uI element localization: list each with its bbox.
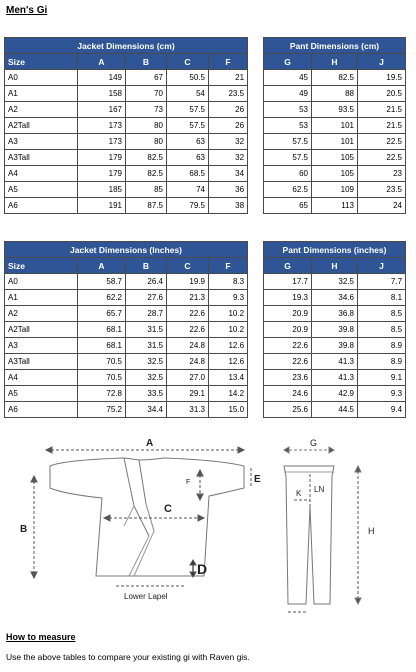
value-cell: 10.2 — [209, 322, 248, 338]
column-header-c: C — [167, 54, 209, 70]
column-header-j: J — [358, 54, 406, 70]
value-cell: 149 — [78, 70, 126, 86]
how-to-text: Use the above tables to compare your existing gi with Raven gis. — [6, 652, 250, 662]
value-cell: 21 — [209, 70, 248, 86]
value-cell: 74 — [167, 182, 209, 198]
value-cell: 27.0 — [167, 370, 209, 386]
size-cell: A2Tall — [5, 322, 78, 338]
value-cell: 42.9 — [312, 386, 358, 402]
value-cell: 109 — [312, 182, 358, 198]
column-header-a: A — [78, 258, 126, 274]
value-cell: 75.2 — [78, 402, 126, 418]
size-column-header: Size — [5, 258, 78, 274]
value-cell: 173 — [78, 134, 126, 150]
table-row — [264, 338, 406, 354]
value-cell: 24.8 — [167, 354, 209, 370]
jacket-in-table — [4, 241, 248, 418]
jacket-cm-title: Jacket Dimensions (cm) — [5, 38, 248, 54]
diagram-label-c: C — [164, 503, 172, 515]
value-cell: 8.1 — [358, 290, 406, 306]
value-cell: 22.6 — [167, 322, 209, 338]
value-cell: 28.7 — [126, 306, 167, 322]
size-cell: A3Tall — [5, 354, 78, 370]
table-row — [5, 150, 248, 166]
value-cell: 41.3 — [312, 370, 358, 386]
diagram-label-f: F — [186, 479, 191, 486]
value-cell: 21.3 — [167, 290, 209, 306]
table-row — [264, 86, 406, 102]
column-header-g: G — [264, 258, 312, 274]
value-cell: 8.9 — [358, 338, 406, 354]
value-cell: 34.6 — [312, 290, 358, 306]
value-cell: 19.5 — [358, 70, 406, 86]
value-cell: 32.5 — [126, 354, 167, 370]
value-cell: 31.5 — [126, 322, 167, 338]
value-cell: 93.5 — [312, 102, 358, 118]
value-cell: 24.8 — [167, 338, 209, 354]
column-header-f: F — [209, 54, 248, 70]
value-cell: 60 — [264, 166, 312, 182]
table-row — [5, 370, 248, 386]
diagram-label-ln: LN — [314, 485, 325, 494]
value-cell: 23 — [358, 166, 406, 182]
table-row — [264, 102, 406, 118]
value-cell: 20.5 — [358, 86, 406, 102]
value-cell: 72.8 — [78, 386, 126, 402]
size-cell: A2 — [5, 102, 78, 118]
value-cell: 57.5 — [167, 102, 209, 118]
value-cell: 8.5 — [358, 322, 406, 338]
value-cell: 57.5 — [167, 118, 209, 134]
size-cell: A6 — [5, 402, 78, 418]
value-cell: 22.5 — [358, 150, 406, 166]
table-row — [5, 402, 248, 418]
value-cell: 50.5 — [167, 70, 209, 86]
value-cell: 82.5 — [312, 70, 358, 86]
size-cell: A1 — [5, 86, 78, 102]
pant-cm-title: Pant Dimensions (cm) — [264, 38, 406, 54]
table-row — [5, 322, 248, 338]
table-row — [5, 338, 248, 354]
value-cell: 22.6 — [264, 354, 312, 370]
value-cell: 67 — [126, 70, 167, 86]
diagram-label-lower-lapel: Lower Lapel — [124, 592, 168, 601]
table-row — [264, 354, 406, 370]
value-cell: 80 — [126, 118, 167, 134]
size-cell: A0 — [5, 274, 78, 290]
value-cell: 23.5 — [358, 182, 406, 198]
table-row — [264, 70, 406, 86]
table-row — [264, 370, 406, 386]
value-cell: 85 — [126, 182, 167, 198]
value-cell: 8.5 — [358, 306, 406, 322]
value-cell: 49 — [264, 86, 312, 102]
column-header-h: H — [312, 258, 358, 274]
value-cell: 82.5 — [126, 150, 167, 166]
value-cell: 26.4 — [126, 274, 167, 290]
value-cell: 105 — [312, 150, 358, 166]
column-header-c: C — [167, 258, 209, 274]
value-cell: 179 — [78, 150, 126, 166]
value-cell: 39.8 — [312, 338, 358, 354]
column-header-b: B — [126, 258, 167, 274]
diagram-label-a: A — [146, 438, 154, 449]
value-cell: 70.5 — [78, 354, 126, 370]
table-row — [5, 166, 248, 182]
value-cell: 33.5 — [126, 386, 167, 402]
value-cell: 9.3 — [358, 386, 406, 402]
value-cell: 113 — [312, 198, 358, 214]
value-cell: 32 — [209, 150, 248, 166]
value-cell: 57.5 — [264, 150, 312, 166]
value-cell: 14.2 — [209, 386, 248, 402]
value-cell: 53 — [264, 102, 312, 118]
value-cell: 105 — [312, 166, 358, 182]
value-cell: 101 — [312, 134, 358, 150]
table-row — [5, 386, 248, 402]
pants-diagram — [272, 436, 402, 626]
value-cell: 179 — [78, 166, 126, 182]
value-cell: 8.3 — [209, 274, 248, 290]
value-cell: 38 — [209, 198, 248, 214]
table-row — [5, 354, 248, 370]
value-cell: 23.5 — [209, 86, 248, 102]
value-cell: 12.6 — [209, 338, 248, 354]
column-header-f: F — [209, 258, 248, 274]
size-cell: A4 — [5, 370, 78, 386]
value-cell: 57.5 — [264, 134, 312, 150]
value-cell: 9.4 — [358, 402, 406, 418]
size-cell: A1 — [5, 290, 78, 306]
value-cell: 13.4 — [209, 370, 248, 386]
value-cell: 173 — [78, 118, 126, 134]
value-cell: 65.7 — [78, 306, 126, 322]
value-cell: 88 — [312, 86, 358, 102]
value-cell: 53 — [264, 118, 312, 134]
value-cell: 19.9 — [167, 274, 209, 290]
diagram-label-d: D — [197, 561, 208, 577]
table-row — [264, 290, 406, 306]
value-cell: 22.6 — [264, 338, 312, 354]
value-cell: 21.5 — [358, 102, 406, 118]
value-cell: 32.5 — [126, 370, 167, 386]
diagram-label-k: K — [296, 489, 302, 498]
table-row — [264, 134, 406, 150]
diagram-label-g: G — [310, 438, 318, 448]
value-cell: 68.1 — [78, 338, 126, 354]
table-row — [5, 134, 248, 150]
table-row — [264, 182, 406, 198]
size-cell: A3Tall — [5, 150, 78, 166]
value-cell: 22.5 — [358, 134, 406, 150]
value-cell: 70.5 — [78, 370, 126, 386]
value-cell: 167 — [78, 102, 126, 118]
size-cell: A3 — [5, 338, 78, 354]
jacket-in-title: Jacket Dimensions (Inches) — [5, 242, 248, 258]
value-cell: 8.9 — [358, 354, 406, 370]
size-cell: A4 — [5, 166, 78, 182]
column-header-j: J — [358, 258, 406, 274]
table-row — [264, 198, 406, 214]
size-cell: A0 — [5, 70, 78, 86]
value-cell: 9.3 — [209, 290, 248, 306]
value-cell: 32.5 — [312, 274, 358, 290]
size-cell: A6 — [5, 198, 78, 214]
diagram-label-e: E — [254, 474, 261, 485]
value-cell: 26 — [209, 118, 248, 134]
value-cell: 65 — [264, 198, 312, 214]
column-header-g: G — [264, 54, 312, 70]
value-cell: 22.6 — [167, 306, 209, 322]
value-cell: 27.6 — [126, 290, 167, 306]
value-cell: 63 — [167, 150, 209, 166]
value-cell: 41.3 — [312, 354, 358, 370]
diagram-label-h: H — [368, 526, 375, 536]
pant-in-table — [263, 241, 406, 418]
value-cell: 32 — [209, 134, 248, 150]
table-row — [264, 274, 406, 290]
how-to-heading: How to measure — [6, 632, 76, 642]
table-row — [5, 118, 248, 134]
pant-in-title: Pant Dimensions (inches) — [264, 242, 406, 258]
table-row — [264, 118, 406, 134]
table-row — [5, 306, 248, 322]
table-row — [264, 322, 406, 338]
size-cell: A2 — [5, 306, 78, 322]
size-cell: A2Tall — [5, 118, 78, 134]
value-cell: 101 — [312, 118, 358, 134]
value-cell: 7.7 — [358, 274, 406, 290]
value-cell: 17.7 — [264, 274, 312, 290]
value-cell: 70 — [126, 86, 167, 102]
value-cell: 24.6 — [264, 386, 312, 402]
value-cell: 45 — [264, 70, 312, 86]
table-row — [264, 150, 406, 166]
value-cell: 68.5 — [167, 166, 209, 182]
value-cell: 80 — [126, 134, 167, 150]
value-cell: 44.5 — [312, 402, 358, 418]
value-cell: 58.7 — [78, 274, 126, 290]
table-row — [5, 198, 248, 214]
table-row — [5, 102, 248, 118]
value-cell: 158 — [78, 86, 126, 102]
value-cell: 185 — [78, 182, 126, 198]
jacket-diagram — [4, 436, 264, 626]
table-row — [5, 274, 248, 290]
pant-cm-table — [263, 37, 406, 214]
value-cell: 24 — [358, 198, 406, 214]
value-cell: 62.5 — [264, 182, 312, 198]
column-header-h: H — [312, 54, 358, 70]
value-cell: 20.9 — [264, 322, 312, 338]
table-row — [264, 166, 406, 182]
table-row — [5, 290, 248, 306]
table-row — [264, 306, 406, 322]
value-cell: 39.8 — [312, 322, 358, 338]
table-row — [5, 86, 248, 102]
value-cell: 26 — [209, 102, 248, 118]
value-cell: 9.1 — [358, 370, 406, 386]
value-cell: 62.2 — [78, 290, 126, 306]
size-cell: A3 — [5, 134, 78, 150]
size-cell: A5 — [5, 182, 78, 198]
size-column-header: Size — [5, 54, 78, 70]
page-title: Men's Gi — [6, 5, 48, 16]
value-cell: 36 — [209, 182, 248, 198]
value-cell: 36.8 — [312, 306, 358, 322]
value-cell: 31.5 — [126, 338, 167, 354]
value-cell: 20.9 — [264, 306, 312, 322]
value-cell: 19.3 — [264, 290, 312, 306]
value-cell: 23.6 — [264, 370, 312, 386]
size-cell: A5 — [5, 386, 78, 402]
value-cell: 79.5 — [167, 198, 209, 214]
value-cell: 10.2 — [209, 306, 248, 322]
value-cell: 12.6 — [209, 354, 248, 370]
value-cell: 54 — [167, 86, 209, 102]
table-row — [264, 386, 406, 402]
jacket-cm-table — [4, 37, 248, 214]
value-cell: 34.4 — [126, 402, 167, 418]
value-cell: 82.5 — [126, 166, 167, 182]
table-row — [5, 70, 248, 86]
value-cell: 29.1 — [167, 386, 209, 402]
value-cell: 68.1 — [78, 322, 126, 338]
value-cell: 15.0 — [209, 402, 248, 418]
value-cell: 87.5 — [126, 198, 167, 214]
table-row — [264, 402, 406, 418]
value-cell: 63 — [167, 134, 209, 150]
value-cell: 21.5 — [358, 118, 406, 134]
column-header-a: A — [78, 54, 126, 70]
value-cell: 31.3 — [167, 402, 209, 418]
value-cell: 73 — [126, 102, 167, 118]
value-cell: 34 — [209, 166, 248, 182]
diagram-label-b: B — [20, 524, 28, 535]
value-cell: 191 — [78, 198, 126, 214]
table-row — [5, 182, 248, 198]
column-header-b: B — [126, 54, 167, 70]
value-cell: 25.6 — [264, 402, 312, 418]
